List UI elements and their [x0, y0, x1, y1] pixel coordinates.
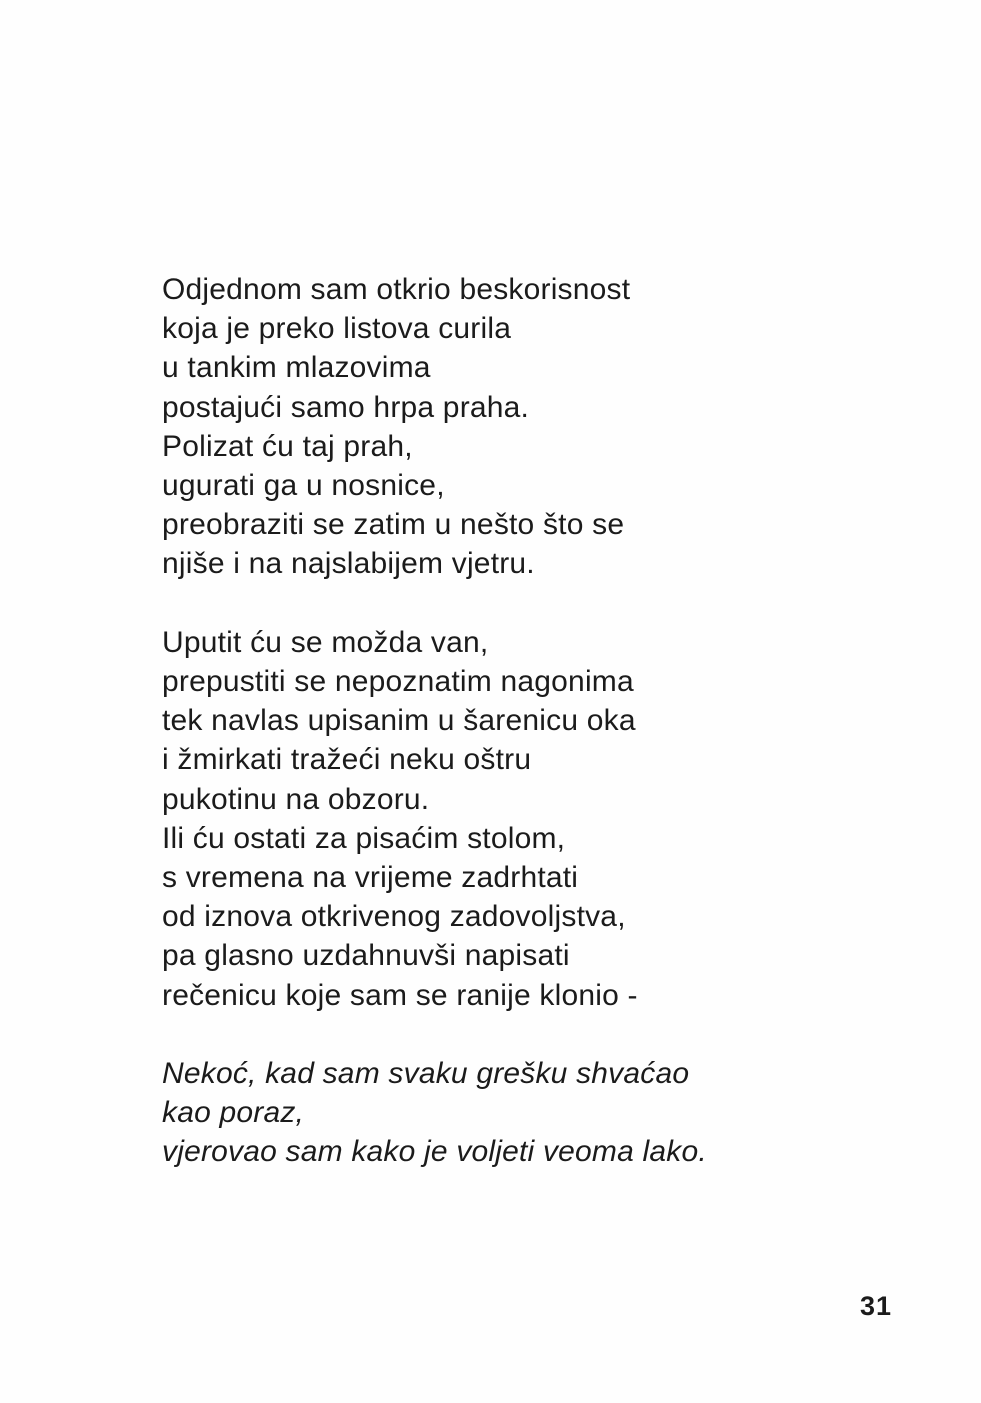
poem-line: njiše i na najslabijem vjetru. — [162, 547, 535, 581]
poem-line: pa glasno uzdahnuvši napisati — [162, 939, 570, 973]
poem-stanza-2 — [162, 623, 707, 1015]
poem-text — [162, 270, 707, 1172]
poem-line: kao poraz, — [162, 1096, 305, 1130]
poem-line: Odjednom sam otkrio beskorisnost — [162, 273, 631, 306]
page-number: 31 — [860, 1291, 893, 1321]
poem-line: ugurati ga u nosnice, — [162, 469, 445, 503]
poem-line: u tankim mlazovima — [162, 351, 431, 385]
poem-line: Ili ću ostati za pisaćim stolom, — [162, 821, 566, 855]
poem-line: tek navlas upisanim u šarenicu oka — [162, 704, 636, 738]
poem-line: postajući samo hrpa praha. — [162, 390, 530, 424]
poem-line: od iznova otkrivenog zadovoljstva, — [162, 900, 626, 934]
poem-line: i žmirkati tražeći neku oštru — [162, 743, 532, 777]
poem-line: vjerovao sam kako je voljeti veoma lako. — [162, 1135, 707, 1169]
poem-line: rečenicu koje sam se ranije klonio - — [162, 978, 638, 1012]
poem-stanza-1 — [162, 270, 707, 584]
poem-line: prepustiti se nepoznatim nagonima — [162, 665, 634, 699]
poem-line: Uputit ću se možda van, — [162, 625, 489, 659]
poem-line: pukotinu na obzoru. — [162, 782, 430, 816]
poem-line: Nekoć, kad sam svaku grešku shvaćao — [162, 1057, 690, 1091]
poem-line: Polizat ću taj prah, — [162, 429, 413, 463]
poem-line: koja je preko listova curila — [162, 312, 512, 346]
poem-line: preobraziti se zatim u nešto što se — [162, 508, 625, 542]
poem-stanza-3-italic — [162, 1054, 707, 1172]
poem-line: s vremena na vrijeme zadrhtati — [162, 861, 579, 895]
